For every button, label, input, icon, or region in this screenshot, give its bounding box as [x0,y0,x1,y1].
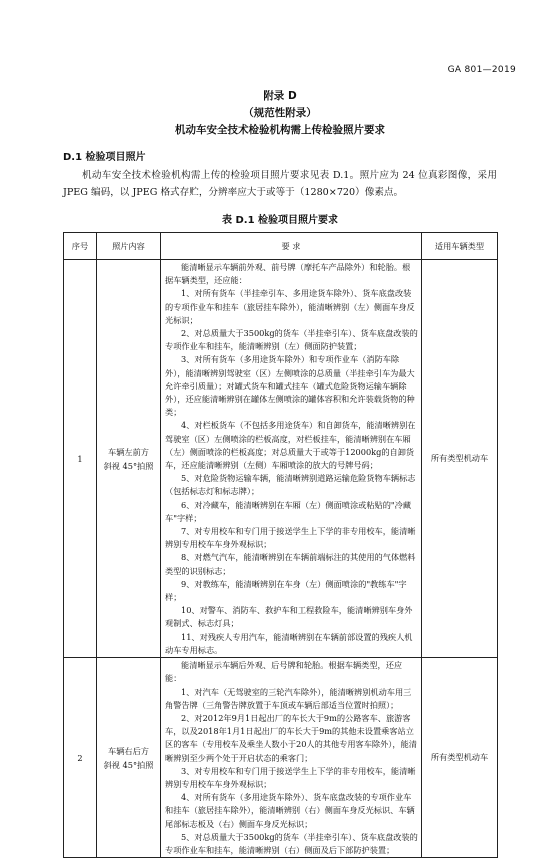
table-title: 表 D.1 检验项目照片要求 [221,215,339,226]
requirement-line: 能清晰显示车辆前外观、前号牌（摩托车产品除外）和轮胎。根据车辆类型，还应能： [165,262,411,286]
requirement-line: 3、对所有货车（多用途货车除外）和专项作业车（消防车除外），能清晰辨别驾驶室（区）左侧喷涂的总质量（半挂牵引车为最大允许牵引质量）；对罐式货车和罐式挂车（罐式危险货物运输车辆除外），还应能清晰辨别在罐体左侧喷涂的罐体容积和允许装载货物的种类； [165,354,415,418]
requirement-line: 2、对2012年9月1日起出厂的车长大于9m的公路客车、旅游客车，以及2018年1月1日起出厂的车长大于9m的其他未设置乘客站立区的客车（专用校车及乘坐人数小于20人的其他专用客车除外），能清晰辨别至少两个处于开启状态的乘客门； [165,712,417,763]
applies-to: 所有类型机动车 [422,260,498,658]
photo-content [97,658,161,858]
header-no: 序号 [64,233,97,260]
photo-requirements-table [63,232,498,858]
header-applies: 适用车辆类型 [422,233,498,260]
photo-content [97,260,161,658]
requirement-line: 11、对残疾人专用汽车，能清晰辨别在车辆前部设置的残疾人机动车专用标志。 [165,631,413,655]
photo-position: 车辆右后方 [108,745,149,756]
requirement-line: 6、对冷藏车，能清晰辨别在车厢（左）侧面喷涂或粘贴的"冷藏车"字样； [165,499,412,523]
requirement-line: 1、对所有货车（半挂牵引车、多用途货车除外）、货车底盘改装的专项作业车和挂车（旅居挂车除外），能清晰辨别（左）侧面车身反光标识； [165,288,415,325]
requirement-line: 4、对所有货车（多用途货车除外）、货车底盘改装的专项作业车和挂车（旅居挂车除外），能清晰辨别（右）侧面车身反光标识、车辆尾部标志板及（右）侧面车身反光标识； [165,792,415,829]
photo-angle: 斜视 45°拍照 [103,460,154,471]
requirements-cell [161,260,422,658]
photo-position: 车辆左前方 [108,446,149,457]
table-header-row [64,233,498,260]
appendix-label: 附录 D [263,90,297,102]
photo-angle: 斜视 45°拍照 [103,759,154,770]
requirements-cell [161,658,422,858]
applies-to: 所有类型机动车 [422,658,498,858]
requirement-line: 10、对警车、消防车、救护车和工程救险车，能清晰辨别车身外观制式、标志灯具； [165,605,413,629]
requirement-line: 7、对专用校车和专门用于接送学生上下学的非专用校车，能清晰辨别专用校车车身外观标识； [165,526,416,550]
header-requirements: 要 求 [161,233,422,260]
requirement-line: 2、对总质量大于3500kg的货车（半挂牵引车）、货车底盘改装的专项作业车和挂车，能清晰辨别（左）侧面防护装置； [165,328,418,352]
table-row [64,658,498,858]
section-intro: 机动车安全技术检验机构需上传的检验项目照片要求见表 D.1。照片应为 24 位真彩图像，采用 JPEG 编码，以 JPEG 格式存贮，分辨率应大于或等于（1280×720）像素点。 [63,170,497,198]
appendix-heading [0,88,560,139]
requirement-line: 8、对燃气汽车，能清晰辨别在车辆前端标注的其使用的气体燃料类型的识别标志； [165,552,416,576]
requirement-line: 9、对教练车，能清晰辨别在车身（左）侧面喷涂的"教练车"字样； [165,578,407,603]
standard-number: GA 801—2019 [447,65,516,75]
appendix-type: （规范性附录） [243,107,317,119]
requirement-line: 5、对总质量大于3500kg的货车（半挂牵引车）、货车底盘改装的专项作业车和挂车，能清晰辨别（右）侧面及后下部防护装置； [165,831,418,855]
row-number: 2 [64,658,97,858]
table-row [64,260,498,658]
section-title: D.1 检验项目照片 [63,152,146,163]
requirement-line: 1、对汽车（无驾驶室的三轮汽车除外），能清晰辨别机动车用三角警告牌（三角警告牌放置于车顶或车辆后部适当位置时拍照）； [165,686,412,710]
requirement-line: 能清晰显示车辆后外观、后号牌和轮胎。根据车辆类型，还应能： [165,660,403,684]
requirement-line: 5、对危险货物运输车辆，能清晰辨别道路运输危险货物车辆标志（包括标志灯和标志牌）； [165,473,416,497]
requirement-line: 4、对栏板货车（不包括多用途货车）和自卸货车，能清晰辨别在驾驶室（区）左侧喷涂的栏板高度，对栏板挂车，能清晰辨别在车厢（左）侧面喷涂的栏板高度；对总质量大于或等于12000kg的自卸货车，还应能清晰辨别（左侧）车厢喷涂的放大的号牌号码； [165,420,416,471]
appendix-title: 机动车安全技术检验机构需上传检验照片要求 [175,124,385,136]
row-number: 1 [64,260,97,658]
header-photo: 照片内容 [97,233,161,260]
requirement-line: 3、对专用校车和专门用于接送学生上下学的非专用校车，能清晰辨别专用校车车身外观标识； [165,765,416,789]
